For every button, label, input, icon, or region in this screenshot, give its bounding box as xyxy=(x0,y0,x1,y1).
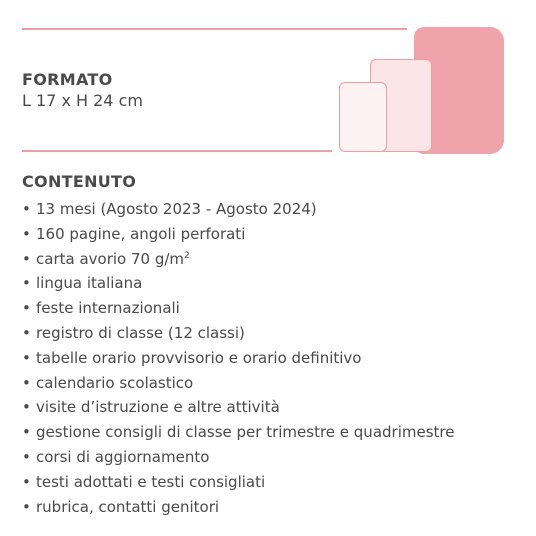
bullet-icon: • xyxy=(22,299,31,318)
list-item-text: testi adottati e testi consigliati xyxy=(36,472,266,491)
bullet-icon: • xyxy=(22,200,31,218)
list-item-text: rubrica, contatti genitori xyxy=(36,497,220,516)
list-item xyxy=(22,197,454,222)
bullet-icon: • xyxy=(22,373,31,392)
list-item xyxy=(22,271,454,296)
list-item-text: registro di classe (12 classi) xyxy=(36,323,245,342)
bullet-icon: • xyxy=(22,447,31,466)
bullet-icon: • xyxy=(22,472,31,491)
bullet-icon: • xyxy=(22,249,31,268)
list-item-text: corsi di aggiornamento xyxy=(36,447,210,466)
list-item-text: tabelle orario provvisorio e orario definitivo xyxy=(36,348,362,367)
list-item xyxy=(22,222,454,247)
list-item-text: 13 mesi (Agosto 2023 - Agosto 2024) xyxy=(36,200,317,218)
list-item-text: gestione consigli di classe per trimestre e quadrimestre xyxy=(36,423,455,442)
format-heading: FORMATO xyxy=(22,70,113,89)
list-item xyxy=(22,346,454,371)
list-item-text: 160 pagine, angoli perforati xyxy=(36,224,246,243)
list-item-text: calendario scolastico xyxy=(36,373,194,392)
list-item xyxy=(22,470,454,495)
small-sheet-illustration xyxy=(339,82,387,152)
content-list xyxy=(22,197,454,519)
top-divider xyxy=(22,28,407,30)
list-item xyxy=(22,495,454,520)
bullet-icon: • xyxy=(22,323,31,342)
list-item-text: lingua italiana xyxy=(36,274,143,293)
list-item-text: carta avorio 70 g/m xyxy=(36,249,185,268)
list-item xyxy=(22,296,454,321)
bullet-icon: • xyxy=(22,348,31,367)
bullet-icon: • xyxy=(22,497,31,516)
list-item-text: visite d’istruzione e altre attività xyxy=(36,398,280,417)
list-item xyxy=(22,420,454,445)
list-item xyxy=(22,395,454,420)
list-item xyxy=(22,445,454,470)
list-item xyxy=(22,371,454,396)
bottom-divider xyxy=(22,150,332,152)
bullet-icon: • xyxy=(22,224,31,243)
list-item xyxy=(22,321,454,346)
bullet-icon: • xyxy=(22,274,31,293)
content-heading: CONTENUTO xyxy=(22,172,137,191)
bullet-icon: • xyxy=(22,423,31,442)
format-dimensions: L 17 x H 24 cm xyxy=(22,91,143,110)
list-item-text: feste internazionali xyxy=(36,299,180,318)
superscript-exponent: 2 xyxy=(184,250,190,261)
list-item xyxy=(22,247,454,272)
bullet-icon: • xyxy=(22,398,31,417)
